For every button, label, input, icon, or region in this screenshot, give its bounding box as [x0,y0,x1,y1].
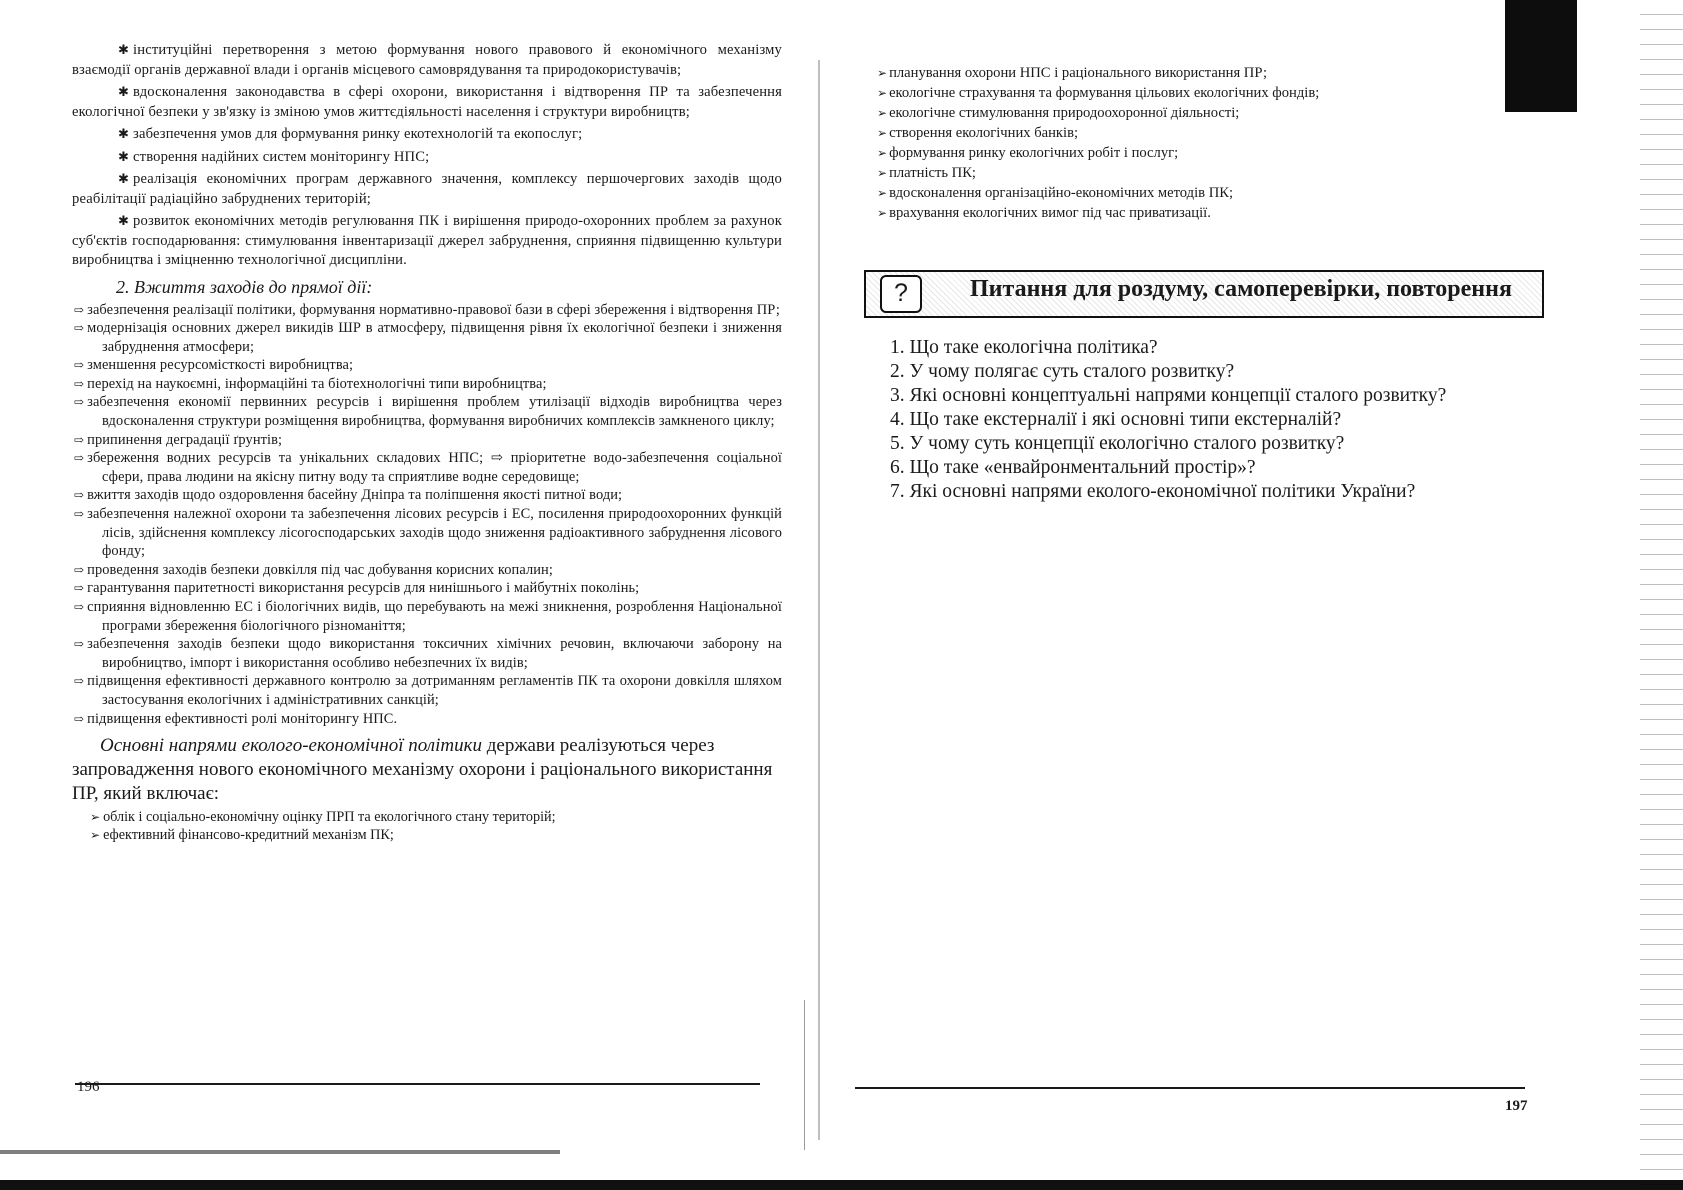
arrow-item [72,579,782,598]
page-number-right: 197 [1505,1098,1528,1114]
right-tri-list [877,63,1597,223]
right-tri-item [877,163,1597,183]
arrow-item-text: проведення заходів безпеки довкілля під час добування корисних копалин; [87,561,553,578]
arrow-item-text: підвищення ефективності державного контролю за дотриманням регламентів ПК та охорони довкілля шляхом застосування екологічних і адміністративних санкцій; [87,673,782,708]
question-item [890,360,1610,384]
bullet-item-marker-icon: ✱ [118,126,130,141]
arrow-item-marker-icon: ⇨ [74,376,85,391]
arrow-item [72,319,782,356]
right-tri-item-marker-icon: ➢ [877,146,888,160]
arrow-item-text: збереження водних ресурсів та унікальних складових НПС; ⇨ пріоритетне водо-забезпечення соціальної сфери, права людини на якісну питну воду та сприятливе водне середовище; [87,450,782,485]
arrow-item-marker-icon: ⇨ [74,321,85,336]
arrow-item [72,635,782,672]
arrow-item [72,431,782,450]
arrow-item [72,486,782,505]
bullet-item-marker-icon: ✱ [118,84,130,99]
arrow-item-text: модернізація основних джерел викидів ШР в атмосферу, підвищення рівня їх екологічної безпеки і зниження забруднення атмосфери; [87,320,782,355]
arrow-item-marker-icon: ⇨ [74,395,85,410]
bullet-item-text: розвиток економічних методів регулювання ПК і вирішення природо-охоронних проблем за рахунок суб'єктів господарювання: стимулювання інвентаризації джерел забруднення, сприяння підвищенню культури виробництва і зміцненню технологічної дисципліни. [72,213,782,268]
arrow-item-text: забезпечення заходів безпеки щодо використання токсичних хімічних речовин, включаючи заборону на виробництво, імпорт і використання особливо небезпечних їх видів; [87,636,782,671]
arrow-item-marker-icon: ⇨ [74,358,85,373]
arrow-item-marker-icon: ⇨ [74,581,85,596]
right-tri-item [877,123,1597,143]
right-tri-item-marker-icon: ➢ [877,66,888,80]
right-tri-item-text: екологічне стимулювання природоохоронної діяльності; [889,105,1240,121]
bullet-item-marker-icon: ✱ [118,171,130,186]
arrow-item [72,449,782,486]
footer-rule-left [75,1083,760,1085]
arrow-item-marker-icon: ⇨ [74,432,85,447]
right-tri-item-marker-icon: ➢ [877,106,888,120]
arrow-item-marker-icon: ⇨ [74,562,85,577]
right-tri-item-text: створення екологічних банків; [889,125,1079,141]
arrow-item-text: припинення деградації ґрунтів; [87,431,283,448]
right-tri-item [877,83,1597,103]
arrow-item [72,561,782,580]
questions-list [890,336,1610,504]
right-tri-item-marker-icon: ➢ [877,186,888,200]
right-tri-item [877,203,1597,223]
bullet-item-text: інституційні перетворення з метою формування нового правового й економічного механізму взаємодії органів державної влади і органів місцевого самоврядування та природокористувачів; [72,42,782,78]
question-item-text: 7. Які основні напрями еколого-економічної політики України? [890,481,1416,502]
right-tri-item [877,183,1597,203]
right-tri-item [877,143,1597,163]
question-item-text: 6. Що таке «енвайронментальний простір»? [890,457,1256,478]
section-heading: 2. Вжиття заходів до прямої дії: [116,276,373,297]
arrow-item-text: забезпечення належної охорони та забезпечення лісових ресурсів і ЕС, посилення природоохоронних функцій лісів, здійснення комплексу лісогосподарських заходів щодо зниження радіоактивного забруднення лісового фонду; [87,506,782,560]
bullet-item-text: вдосконалення законодавства в сфері охорони, використання і відтворення ПР та забезпечення екологічної безпеки у зв'язку із зміною умов життєдіяльності населення і структури виробництв; [72,84,782,120]
right-tri-item [877,63,1597,83]
left-tri-item [72,808,782,826]
arrow-item [72,672,782,709]
arrow-item [72,598,782,635]
arrow-item [72,393,782,430]
right-tri-item-marker-icon: ➢ [877,86,888,100]
page-number-left: 196 [77,1079,100,1095]
arrow-item-marker-icon: ⇨ [74,302,85,317]
arrow-item [72,356,782,375]
bullet-item-text: створення надійних систем моніторингу НПС; [133,148,430,165]
bullet-item-text: забезпечення умов для формування ринку екотехнологій та екопослуг; [133,126,583,142]
arrow-item-marker-icon: ⇨ [74,488,85,503]
arrow-item-marker-icon: ⇨ [74,674,85,689]
right-tri-item-text: планування охорони НПС і раціонального використання ПР; [889,65,1268,81]
arrow-item-text: вжиття заходів щодо оздоровлення басейну Дніпра та поліпшення якості питної води; [87,487,623,504]
left-tri-item-marker-icon: ➢ [90,828,101,843]
left-tri-item-text: ефективний фінансово-кредитний механізм ПК; [103,827,394,844]
bullet-item-marker-icon: ✱ [118,148,130,164]
left-tri-item-text: облік і соціально-економічну оцінку ПРП та екологічного стану територій; [103,809,556,826]
bullet-item [72,169,782,209]
right-tri-item-text: врахування екологічних вимог під час приватизації. [889,205,1211,221]
bullet-item [72,82,782,122]
bullet-item [72,211,782,271]
bullet-item [72,40,782,80]
right-tri-item-text: платність ПК; [889,165,976,181]
bullet-item-marker-icon: ✱ [118,213,130,228]
footer-rule-right [855,1087,1525,1089]
arrow-item [72,375,782,394]
arrow-item-text: забезпечення реалізації політики, формування нормативно-правової бази в сфері збереження і відтворення ПР; [87,301,780,318]
right-tri-item-text: формування ринку екологічних робіт і послуг; [889,145,1179,161]
question-item-text: 5. У чому суть концепції екологічно сталого розвитку? [890,433,1345,454]
left-tri-list [72,808,782,844]
questions-title: Питання для роздуму, самоперевірки, повторення [970,276,1512,302]
arrow-list [72,301,782,729]
arrow-item [72,505,782,561]
question-item [890,384,1610,408]
question-item [890,336,1610,360]
bullet-list [72,40,782,271]
arrow-item-marker-icon: ⇨ [74,507,85,522]
arrow-item-text: зменшення ресурсомісткості виробництва; [87,357,354,374]
arrow-item-text: гарантування паритетності використання ресурсів для нинішнього і майбутніх поколінь; [87,580,640,597]
question-item [890,480,1610,504]
left-tri-item-marker-icon: ➢ [90,810,101,825]
question-item-text: 1. Що таке екологічна політика? [890,337,1158,358]
arrow-item-text: перехід на наукоємні, інформаційні та біотехнологічні типи виробництва; [87,375,547,392]
left-page-content [72,40,782,844]
question-item [890,456,1610,480]
right-tri-item-marker-icon: ➢ [877,126,888,140]
summary-paragraph [72,734,782,806]
summary-text: держави реалізуються через запровадження нового економічного механізму охорони і раціонального використання ПР, який включає: [72,735,773,805]
question-item [890,432,1610,456]
question-mark-icon: ? [880,275,922,313]
arrow-item-text: сприяння відновленню ЕС і біологічних видів, що перебувають на межі зникнення, розроблення Національної програми збереження біологічного різноманіття; [87,599,782,634]
right-tri-item-text: вдосконалення організаційно-економічних методів ПК; [889,185,1234,201]
bullet-item-marker-icon: ✱ [118,42,130,57]
left-tri-item [72,826,782,844]
arrow-item [72,301,782,320]
arrow-item-marker-icon: ⇨ [74,600,85,614]
question-item-text: 2. У чому полягає суть сталого розвитку? [890,361,1235,382]
arrow-item-text: забезпечення економії первинних ресурсів і вирішення проблем утилізації відходів виробництва через вдосконалення структури розміщення виробництва, формування виробничих комплексів замкненого циклу; [87,394,782,430]
question-item-text: 3. Які основні концептуальні напрями концепції сталого розвитку? [890,385,1447,406]
right-tri-item [877,103,1597,123]
arrow-item-marker-icon: ⇨ [74,711,85,726]
bullet-item [72,124,782,145]
right-tri-item-text: екологічне страхування та формування цільових екологічних фондів; [889,85,1320,101]
right-tri-item-marker-icon: ➢ [877,166,888,180]
question-item-text: 4. Що таке екстерналії і які основні типи екстерналій? [890,409,1342,430]
question-item [890,408,1610,432]
bullet-item-text: реалізація економічних програм державного значення, комплексу першочергових заходів щодо реабілітації радіаційно забруднених територій; [72,171,782,207]
arrow-item-text: підвищення ефективності ролі моніторингу НПС. [87,710,398,727]
arrow-item-marker-icon: ⇨ [74,637,85,652]
summary-italic: Основні напрями еколого-економічної політики [100,735,482,757]
right-tri-item-marker-icon: ➢ [877,206,888,220]
arrow-item-marker-icon: ⇨ [74,451,85,466]
arrow-item [72,710,782,729]
bullet-item [72,147,782,168]
